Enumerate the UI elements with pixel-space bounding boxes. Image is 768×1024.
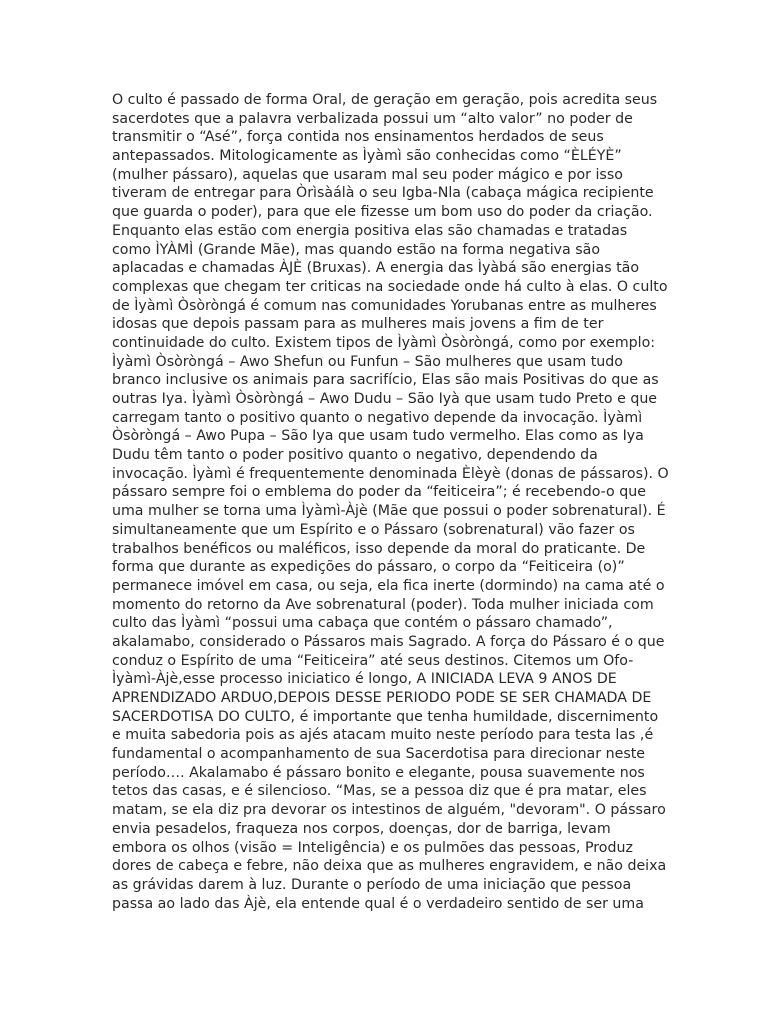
text-line: embora os olhos (visão = Inteligência) e os pulmões das pessoas, Produz	[112, 839, 633, 856]
text-line: Dudu têm tanto o poder positivo quanto o negativo, dependendo da	[112, 447, 598, 464]
text-line: pássaro sempre foi o emblema do poder da “feiticeira”; é recebendo-o que	[112, 484, 646, 501]
text-line: sacerdotes que a palavra verbalizada possui um “alto valor” no poder de	[112, 110, 633, 127]
text-line: Òsòròngá – Awo Pupa – São Iya que usam tudo vermelho. Elas como as Iya	[112, 428, 644, 445]
text-line: como ÌYÀMÌ (Grande Mãe), mas quando estão na forma negativa são	[112, 241, 601, 258]
text-line: branco inclusive os animais para sacrifício, Elas são mais Positivas do que as	[112, 372, 659, 389]
text-line: trabalhos benéficos ou maléficos, isso depende da moral do praticante. De	[112, 540, 646, 557]
text-line: dores de cabeça e febre, não deixa que as mulheres engravidem, e não deixa	[112, 858, 667, 875]
text-line: conduz o Espírito de uma “Feiticeira” até seus destinos. Citemos um Ofo-	[112, 652, 634, 669]
text-line: e muita sabedoria pois as ajés atacam muito neste período para testa las ,é	[112, 727, 654, 744]
text-line: envia pesadelos, fraqueza nos corpos, doenças, dor de barriga, levam	[112, 820, 611, 837]
text-line: akalamabo, considerado o Pássaros mais Sagrado. A força do Pássaro é o que	[112, 633, 665, 650]
text-line: que guarda o poder), para que ele fizesse um bom uso do poder da criação.	[112, 204, 653, 221]
text-line: transmitir o “Asé”, força contida nos ensinamentos herdados de seus	[112, 129, 604, 146]
text-line: uma mulher se torna uma Ìyàmì-Àjè (Mãe que possui o poder sobrenatural). É	[112, 503, 666, 520]
text-line: carregam tanto o positivo quanto o negativo depende da invocação. Ìyàmì	[112, 409, 643, 426]
text-line: tetos das casas, e é silencioso. “Mas, se a pessoa diz que é pra matar, eles	[112, 783, 647, 800]
text-line: momento do retorno da Ave sobrenatural (poder). Toda mulher iniciada com	[112, 596, 654, 613]
text-line: aplacadas e chamadas ÀJÈ (Bruxas). A energia das Ìyàbá são energias tão	[112, 260, 640, 277]
text-line: antepassados. Mitologicamente as Ìyàmì são conhecidas como “ÈLÉYÈ”	[112, 148, 622, 165]
text-line: simultaneamente que um Espírito e o Pássaro (sobrenatural) vão fazer os	[112, 521, 635, 538]
text-line: tiveram de entregar para Òrìsàálà o seu Igba-Nla (cabaça mágica recipiente	[112, 185, 654, 202]
text-line: Ìyàmì Òsòròngá – Awo Shefun ou Funfun – São mulheres que usam tudo	[112, 353, 623, 370]
text-line: continuidade do culto. Existem tipos de Ìyàmì Òsòròngá, como por exemplo:	[112, 334, 656, 351]
text-line: culto das Ìyàmì “possui uma cabaça que contém o pássaro chamado”,	[112, 615, 613, 632]
text-line: SACERDOTISA DO CULTO, é importante que tenha humildade, discernimento	[112, 708, 659, 725]
text-line: idosas que depois passam para as mulheres mais jovens a fim de ter	[112, 316, 604, 333]
text-line: Enquanto elas estão com energia positiva elas são chamadas e tratadas	[112, 222, 628, 239]
body-paragraph	[112, 91, 672, 913]
text-line: passa ao lado das Àjè, ela entende qual é o verdadeiro sentido de ser uma	[112, 895, 644, 912]
text-line: outras Iya. Ìyàmì Òsòròngá – Awo Dudu – São Iyà que usam tudo Preto e que	[112, 391, 658, 407]
text-line: O culto é passado de forma Oral, de geração em geração, pois acredita seus	[112, 92, 658, 108]
text-line: complexas que chegam ter criticas na sociedade onde há culto à elas. O culto	[112, 278, 668, 295]
text-line: fundamental o acompanhamento de sua Sacerdotisa para direcionar neste	[112, 746, 646, 763]
text-line: matam, se ela diz pra devorar os intestinos de alguém, "devoram". O pássaro	[112, 802, 666, 819]
text-line: invocação. Ìyàmì é frequentemente denominada Èlèyè (donas de pássaros). O	[112, 465, 669, 482]
text-line: as grávidas darem à luz. Durante o período de uma iniciação que pessoa	[112, 876, 632, 893]
text-line: permanece imóvel em casa, ou seja, ela fica inerte (dormindo) na cama até o	[112, 577, 665, 594]
text-line: Ìyàmì-Àjè,esse processo iniciatico é longo, A INICIADA LEVA 9 ANOS DE	[112, 671, 617, 688]
text-line: APRENDIZADO ARDUO,DEPOIS DESSE PERIODO PODE SE SER CHAMADA DE	[112, 690, 652, 706]
text-line: forma que durante as expedições do pássaro, o corpo da “Feiticeira (o)”	[112, 559, 625, 576]
text-line: de Ìyàmì Òsòròngá é comum nas comunidades Yorubanas entre as mulheres	[112, 297, 657, 314]
text-line: (mulher pássaro), aquelas que usaram mal seu poder mágico e por isso	[112, 166, 623, 183]
text-line: período…. Akalamabo é pássaro bonito e elegante, pousa suavemente nos	[112, 764, 645, 781]
